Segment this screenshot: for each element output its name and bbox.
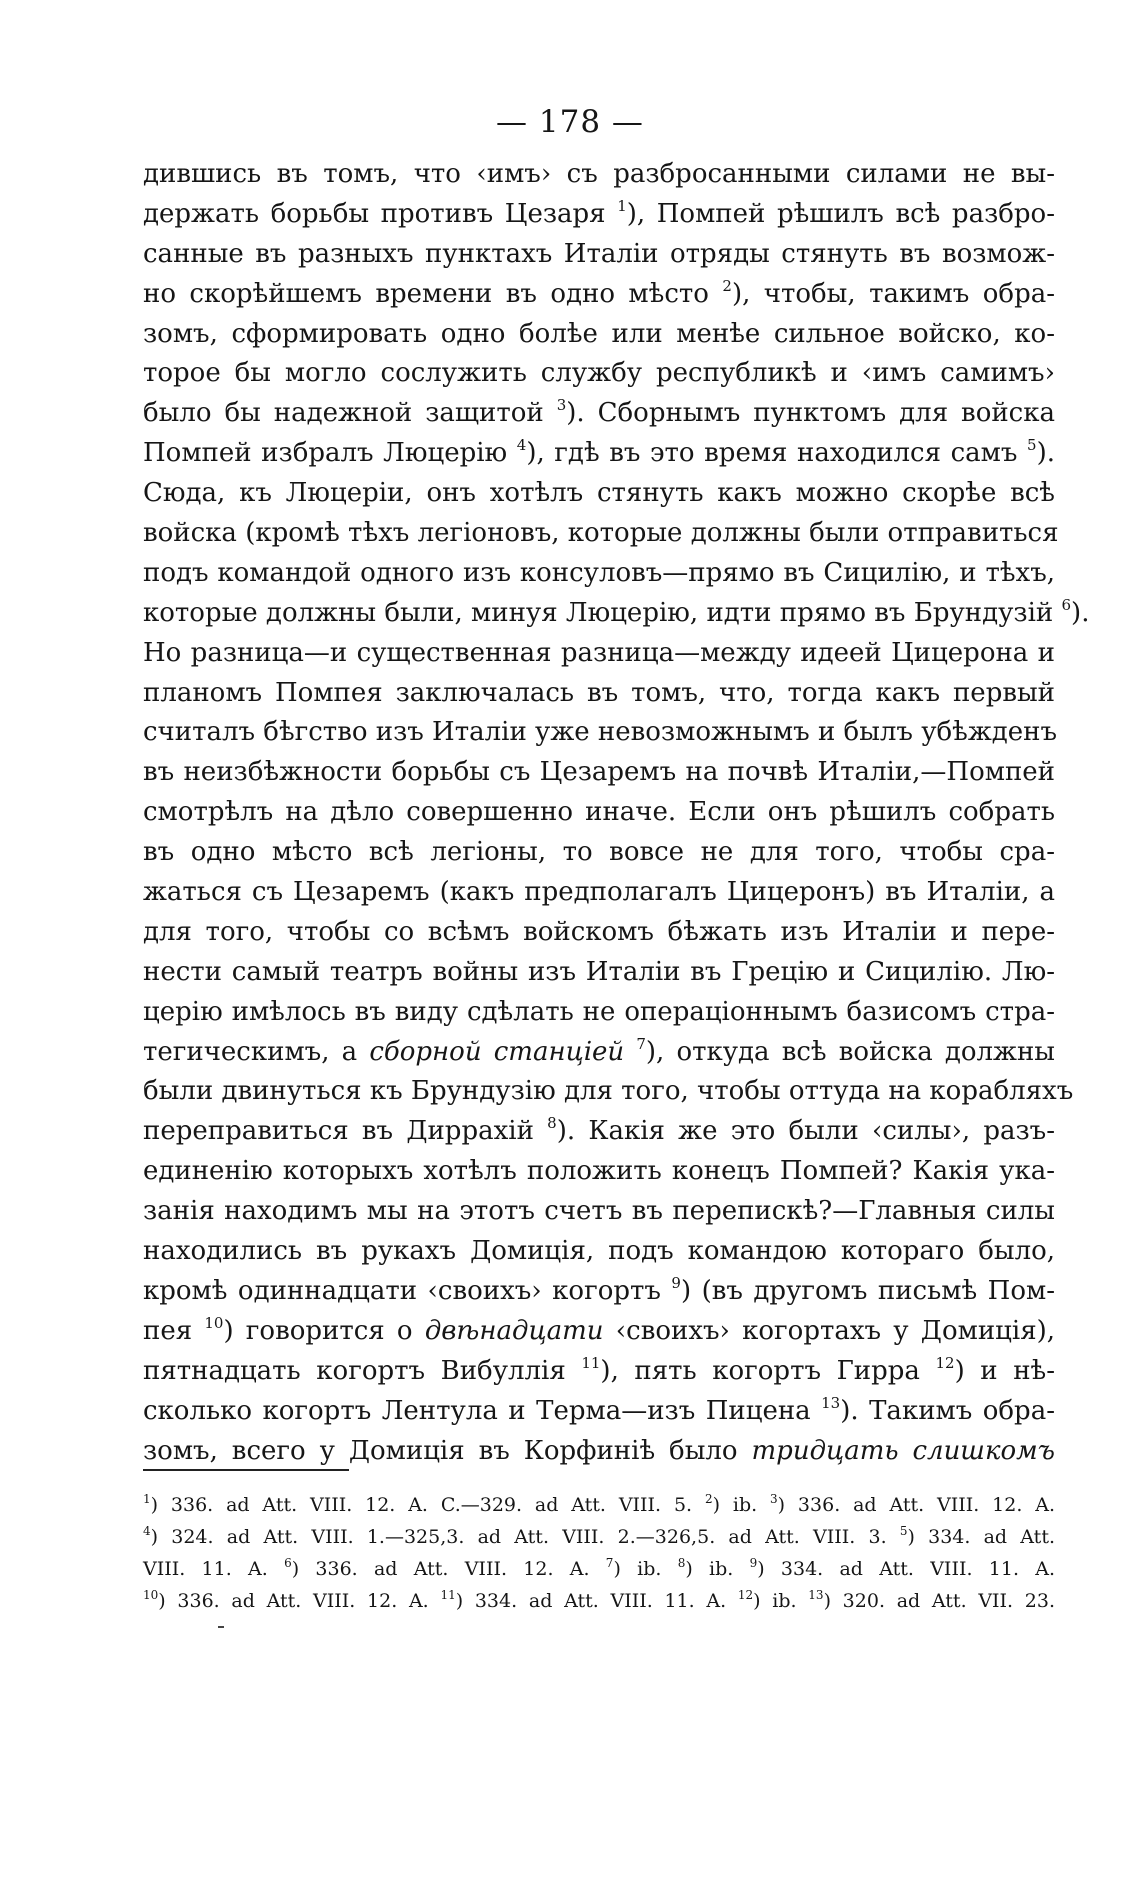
text-line — [143, 354, 1055, 394]
text-run: считалъ бѣгство изъ Италіи уже невозможнымъ и былъ убѣжденъ — [143, 717, 1058, 748]
text-run: ), откуда всѣ войска должны — [645, 1036, 1055, 1067]
text-run: ) ib. — [753, 1590, 809, 1612]
text-run: ). Такимъ обра- — [840, 1395, 1055, 1426]
text-run: Но разница—и существенная разница—между идеей Цицерона и — [143, 637, 1055, 668]
text-run: Помпей избралъ Люцерію — [143, 438, 517, 469]
footnote-marker: 6 — [1061, 595, 1072, 614]
text-line — [143, 873, 1055, 913]
text-run: ) 320. ad Att. VII. 23. — [823, 1590, 1056, 1612]
text-run: ) ib. — [712, 1494, 771, 1516]
text-run: занія находимъ мы на этотъ счетъ въ перепискѣ?—Главныя силы — [143, 1196, 1055, 1227]
text-run: тегическимъ, а — [143, 1036, 370, 1067]
text-line — [143, 195, 1055, 235]
text-run: ), гдѣ въ это время находился самъ — [526, 438, 1028, 469]
text-run: ) 334. ad Att. VIII. 11. A. — [455, 1590, 738, 1612]
text-line — [143, 674, 1055, 714]
page-number: — 178 — — [496, 104, 644, 140]
text-line — [143, 1112, 1055, 1152]
text-line — [143, 155, 1055, 195]
text-run: ) ib. — [613, 1558, 678, 1580]
text-run: ). — [1036, 438, 1055, 469]
footnote-marker: 1 — [617, 196, 627, 215]
footnote-marker: 1 — [143, 1492, 151, 1506]
footnote-line — [143, 1489, 1055, 1521]
text-line — [143, 1072, 1074, 1112]
text-run: было бы надежной защитой — [143, 398, 557, 429]
text-line — [143, 1152, 1055, 1192]
footnote-line — [143, 1521, 1055, 1553]
text-run: ) 336. ad Att. VIII. 12. A. — [291, 1558, 606, 1580]
text-run: ), Помпей рѣшилъ всѣ разбро- — [626, 198, 1055, 229]
footnote-marker: 9 — [749, 1556, 758, 1570]
text-run — [624, 1037, 636, 1067]
footnote-marker: 13 — [821, 1393, 841, 1412]
footnote-marker: 10 — [143, 1588, 159, 1602]
text-line — [143, 1392, 1055, 1432]
footnote-marker: 4 — [516, 436, 527, 455]
text-run: ) 336. ad Att. VIII. 12. A. — [777, 1494, 1055, 1516]
text-run: планомъ Помпея заключалась въ томъ, что, тогда какъ первый — [143, 677, 1055, 708]
footnote-marker: 13 — [808, 1588, 824, 1602]
text-line — [143, 554, 1055, 594]
text-run: Сюда, къ Люцеріи, онъ хотѣлъ стянуть какъ можно скорѣе всѣ — [143, 478, 1055, 509]
text-run: кромѣ одиннадцати ‹своихъ› когортъ — [143, 1275, 672, 1306]
text-line — [143, 634, 1055, 674]
text-line — [143, 913, 1055, 953]
text-line — [143, 753, 1055, 793]
text-run: ) говорится о — [223, 1315, 425, 1346]
text-line — [143, 594, 1090, 634]
text-run: церію имѣлось въ виду сдѣлать не операціоннымъ базисомъ стра- — [143, 996, 1055, 1027]
text-line — [143, 1033, 1055, 1073]
text-run: ) 334. ad Att. VIII. 11. A. — [757, 1558, 1056, 1580]
text-line — [143, 793, 1055, 833]
text-run: подъ командой одного изъ консуловъ—прямо въ Сицилію, и тѣхъ, — [143, 557, 1055, 588]
footnote-marker: 6 — [284, 1556, 292, 1570]
footnote-marker: 10 — [204, 1313, 224, 1332]
text-run: ), чтобы, такимъ обра- — [731, 278, 1055, 309]
italic-text: сборной станціей — [369, 1036, 625, 1067]
text-run: зомъ, всего у Домиція въ Корфиніѣ было — [143, 1435, 752, 1466]
footnote-marker: 2 — [704, 1492, 713, 1506]
text-line — [143, 1272, 1055, 1312]
text-run: въ неизбѣжности борьбы съ Цезаремъ на почвѣ Италіи,—Помпей — [143, 757, 1055, 788]
footnote-marker: 2 — [722, 276, 732, 295]
text-run: ) 336. ad Att. VIII. 12. A. C.—329. ad Att. VIII. 5. — [150, 1494, 705, 1516]
footnote-marker: 5 — [1027, 436, 1037, 455]
text-line — [143, 394, 1055, 434]
print-speck — [218, 1626, 224, 1628]
footnote-marker: 8 — [547, 1114, 557, 1133]
text-run: въ одно мѣсто всѣ легіоны, то вовсе не для того, чтобы сра- — [143, 837, 1055, 868]
text-run: ) 334. ad Att. — [907, 1526, 1055, 1548]
text-line — [143, 315, 1055, 355]
text-run: переправиться въ Диррахій — [143, 1116, 548, 1147]
main-text — [143, 155, 1090, 1471]
text-line — [143, 953, 1055, 993]
text-run: держать борьбы противъ Цезаря — [143, 198, 618, 229]
text-line — [143, 1192, 1055, 1232]
text-line — [143, 235, 1055, 275]
text-run: войска (кромѣ тѣхъ легіоновъ, которые должны были отправиться — [143, 518, 1059, 549]
text-line — [143, 1432, 1055, 1472]
text-run: были двинуться къ Брундузію для того, чтобы оттуда на корабляхъ — [143, 1076, 1074, 1107]
text-run: санные въ разныхъ пунктахъ Италіи отряды стянуть въ возмож- — [143, 238, 1055, 269]
text-run: нести самый театръ войны изъ Италіи въ Грецію и Сицилію. Лю- — [143, 956, 1055, 987]
text-run: зомъ, сформировать одно болѣе или менѣе сильное войско, ко- — [143, 318, 1055, 349]
text-run: ) 324. ad Att. VIII. 1.—325,3. ad Att. VIII. 2.—326,5. ad Att. VIII. 3. — [150, 1526, 900, 1548]
text-run: которые должны были, минуя Люцерію, идти прямо въ Брундузій — [143, 597, 1062, 628]
text-run: ‹своихъ› когортахъ у Домиція), — [603, 1315, 1055, 1346]
footnote-line — [143, 1585, 1055, 1617]
footnote-marker: 12 — [737, 1588, 754, 1602]
footnote-marker: 4 — [143, 1524, 151, 1538]
text-line — [143, 1232, 1055, 1272]
text-run: VIII. 11. A. — [143, 1558, 285, 1580]
text-run: ) 336. ad Att. VIII. 12. A. — [158, 1590, 441, 1612]
text-run: пея — [143, 1315, 205, 1346]
footnote-marker: 8 — [677, 1556, 686, 1570]
text-run: жаться съ Цезаремъ (какъ предполагалъ Цицеронъ) въ Италіи, а — [143, 877, 1055, 908]
text-run: для того, чтобы со всѣмъ войскомъ бѣжать изъ Италіи и пере- — [143, 916, 1055, 947]
footnote-marker: 7 — [636, 1034, 646, 1053]
text-run: единенію которыхъ хотѣлъ положить конецъ Помпей? Какія ука- — [143, 1156, 1055, 1187]
footnotes — [143, 1489, 1055, 1617]
text-run: пятнадцать когортъ Вибуллія — [143, 1355, 582, 1386]
text-run: ). — [1071, 597, 1090, 628]
footnote-marker: 3 — [770, 1492, 778, 1506]
text-run: сколько когортъ Лентула и Терма—изъ Пицена — [143, 1395, 822, 1426]
text-run: ) и нѣ- — [954, 1355, 1055, 1386]
footnote-marker: 12 — [935, 1353, 955, 1372]
footnote-marker: 5 — [899, 1524, 908, 1538]
text-run: торое бы могло сослужить службу республикѣ и ‹имъ самимъ› — [143, 358, 1055, 389]
text-run: находились въ рукахъ Домиція, подъ командою котораго было, — [143, 1236, 1055, 1267]
footnote-marker: 11 — [581, 1353, 601, 1372]
italic-text: тридцать слишкомъ — [751, 1435, 1056, 1466]
text-line — [143, 713, 1058, 753]
footnote-line — [143, 1553, 1055, 1585]
text-run: но скорѣйшемъ времени въ одно мѣсто — [143, 278, 723, 309]
text-line — [143, 474, 1055, 514]
text-run: ) ib. — [685, 1558, 750, 1580]
text-line — [143, 1312, 1055, 1352]
text-line — [143, 434, 1055, 474]
text-run: дившись въ томъ, что ‹имъ› съ разбросанными силами не вы- — [143, 159, 1055, 189]
text-line — [143, 993, 1055, 1033]
text-line — [143, 275, 1055, 315]
text-line — [143, 833, 1055, 873]
text-run: ) (въ другомъ письмѣ Пом- — [680, 1275, 1055, 1306]
text-line — [143, 1352, 1055, 1392]
footnote-separator — [143, 1469, 349, 1471]
text-run: ). Какія же это были ‹силы›, разъ- — [556, 1116, 1055, 1147]
text-run: ), пять когортъ Гирра — [600, 1355, 936, 1386]
footnote-marker: 9 — [671, 1273, 681, 1292]
footnote-marker: 11 — [440, 1588, 456, 1602]
text-line — [143, 514, 1059, 554]
italic-text: двѣнадцати — [424, 1315, 604, 1346]
text-run: ). Сборнымъ пунктомъ для войска — [566, 398, 1055, 429]
footnote-marker: 3 — [556, 396, 567, 415]
text-run: смотрѣлъ на дѣло совершенно иначе. Если онъ рѣшилъ собрать — [143, 797, 1055, 828]
footnote-marker: 7 — [605, 1556, 614, 1570]
